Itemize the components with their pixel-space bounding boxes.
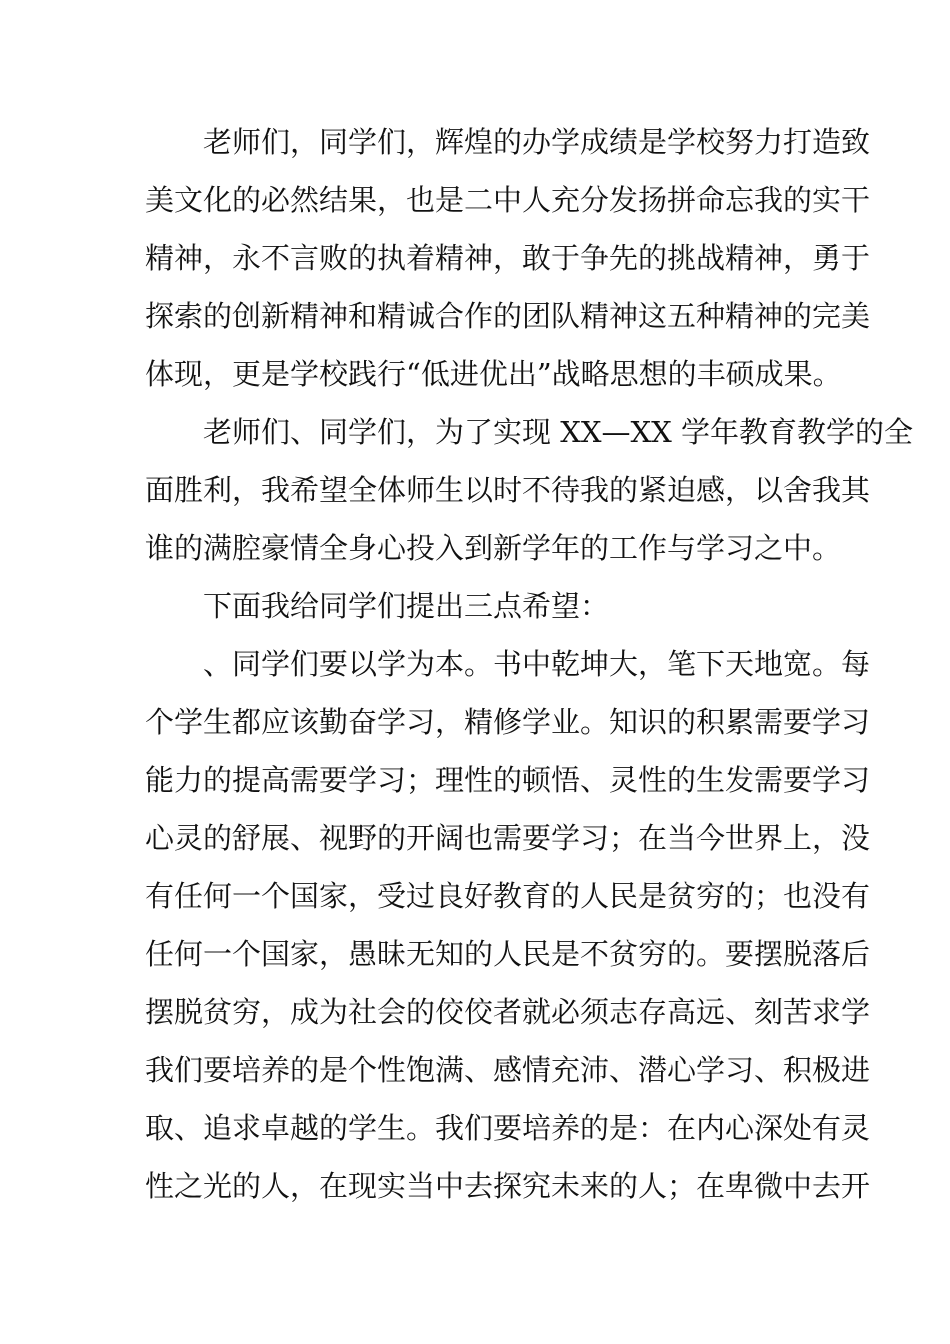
text-line: 下面我给同学们提出三点希望： — [145, 589, 610, 623]
text-line: 探索的创新精神和精诚合作的团队精神这五种精神的完美 — [145, 299, 871, 333]
text-line: 取、追求卓越的学生。我们要培养的是：在内心深处有灵 — [145, 1111, 871, 1145]
text-line: 美文化的必然结果，也是二中人充分发扬拼命忘我的实干 — [145, 183, 871, 217]
text-line: 心灵的舒展、视野的开阔也需要学习；在当今世界上，没 — [145, 821, 871, 855]
text-line: 、同学们要以学为本。书中乾坤大，笔下天地宽。每 — [145, 647, 871, 681]
text-line: 有任何一个国家，受过良好教育的人民是贫穷的；也没有 — [145, 879, 871, 913]
text-line: 任何一个国家，愚昧无知的人民是不贫穷的。要摆脱落后 — [145, 937, 871, 971]
text-line: 面胜利，我希望全体师生以时不待我的紧迫感，以舍我其 — [145, 473, 871, 507]
text-line: 精神，永不言败的执着精神，敢于争先的挑战精神，勇于 — [145, 241, 871, 275]
text-line: 性之光的人，在现实当中去探究未来的人；在卑微中去开 — [145, 1169, 871, 1203]
text-line: 谁的满腔豪情全身心投入到新学年的工作与学习之中。 — [145, 531, 842, 565]
text-line: 摆脱贫穷，成为社会的佼佼者就必须志存高远、刻苦求学 — [145, 995, 871, 1029]
text-line: 能力的提高需要学习；理性的顿悟、灵性的生发需要学习 — [145, 763, 871, 797]
body-text — [145, 118, 914, 1220]
text-line: 老师们，同学们，辉煌的办学成绩是学校努力打造致 — [145, 125, 871, 159]
text-line: 我们要培养的是个性饱满、感情充沛、潜心学习、积极进 — [145, 1053, 871, 1087]
text-line: 老师们、同学们，为了实现 XX—XX 学年教育教学的全 — [145, 415, 914, 449]
text-line: 个学生都应该勤奋学习，精修学业。知识的积累需要学习 — [145, 705, 871, 739]
text-line: 体现，更是学校践行“低进优出”战略思想的丰硕成果。 — [145, 357, 842, 391]
